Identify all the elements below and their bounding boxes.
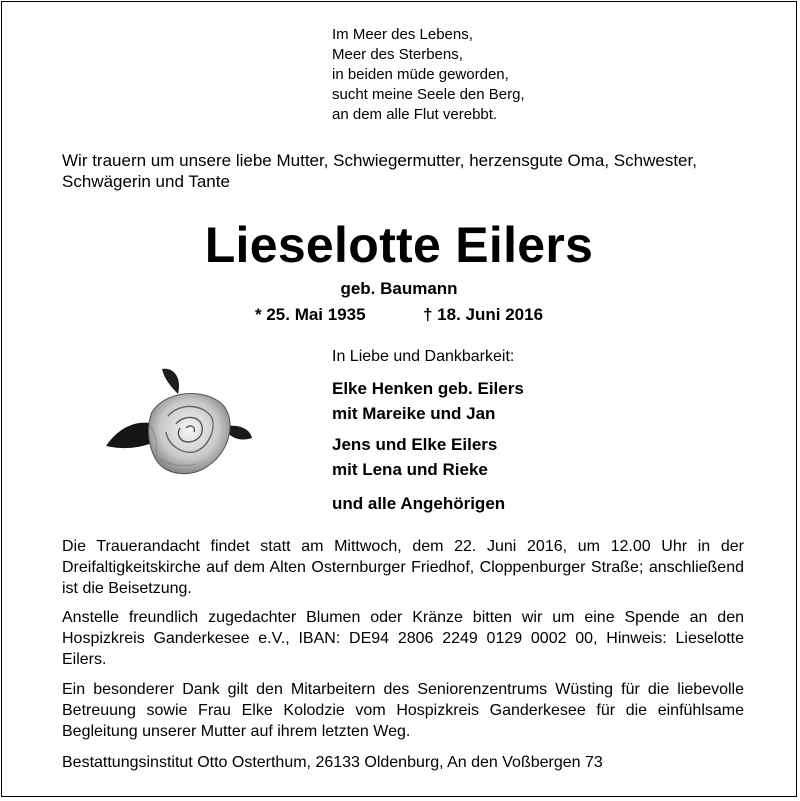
poem-line: Meer des Sterbens, xyxy=(332,46,463,63)
thanks-paragraph: Ein besonderer Dank gilt den Mitarbeitern des Seniorenzentrums Wüsting für die liebevolle Betreuung sowie Frau Elke Kolodzie vom Hospizkreis Ganderkesee für die einfühlsame Begleitung unserer Mutter auf ihrem letzten Weg. xyxy=(62,681,744,740)
poem-line: sucht meine Seele den Berg, xyxy=(332,86,525,103)
deceased-name: Lieselotte Eilers xyxy=(204,217,594,273)
obituary-notice xyxy=(1,1,797,797)
poem-line: Im Meer des Lebens, xyxy=(332,26,473,43)
mourner-line: mit Lena und Rieke xyxy=(332,460,488,479)
donation-paragraph: Anstelle freundlich zugedachter Blumen oder Kränze bitten wir um eine Spende an den Hospizkreis Ganderkesee e.V., IBAN: DE94 2806 2249 0129 0002 00, Hinweis: Lieselotte Eilers. xyxy=(62,609,744,668)
mourner-line: mit Mareike und Jan xyxy=(332,404,496,423)
intro-text: Wir trauern um unsere liebe Mutter, Schwiegermutter, herzensgute Oma, Schwester, Schwägerin und Tante xyxy=(62,151,697,191)
funeral-home-line: Bestattungsinstitut Otto Osterthum, 26133 Oldenburg, An den Voßbergen 73 xyxy=(62,754,603,771)
death-date: † 18. Juni 2016 xyxy=(423,305,544,324)
mourners-lead: In Liebe und Dankbarkeit: xyxy=(332,348,515,365)
service-paragraph: Die Trauerandacht findet statt am Mittwoch, dem 22. Juni 2016, um 12.00 Uhr in der Dreifaltigkeitskirche auf dem Alten Osternburger Friedhof, Cloppenburger Straße; anschließend ist die Beisetzung. xyxy=(62,538,744,597)
birth-date: * 25. Mai 1935 xyxy=(255,305,366,324)
mourner-line: Elke Henken geb. Eilers xyxy=(332,379,524,398)
poem-line: in beiden müde geworden, xyxy=(332,66,509,83)
mourner-line: Jens und Elke Eilers xyxy=(332,435,498,454)
mourner-group xyxy=(332,376,524,426)
poem-line: an dem alle Flut verebbt. xyxy=(332,106,498,123)
mourners-block xyxy=(332,346,524,516)
mourner-group xyxy=(332,432,524,482)
maiden-name: geb. Baumann xyxy=(340,279,458,298)
all-relatives: und alle Angehörigen xyxy=(332,494,506,513)
poem xyxy=(332,25,525,125)
rose-icon xyxy=(104,364,252,482)
